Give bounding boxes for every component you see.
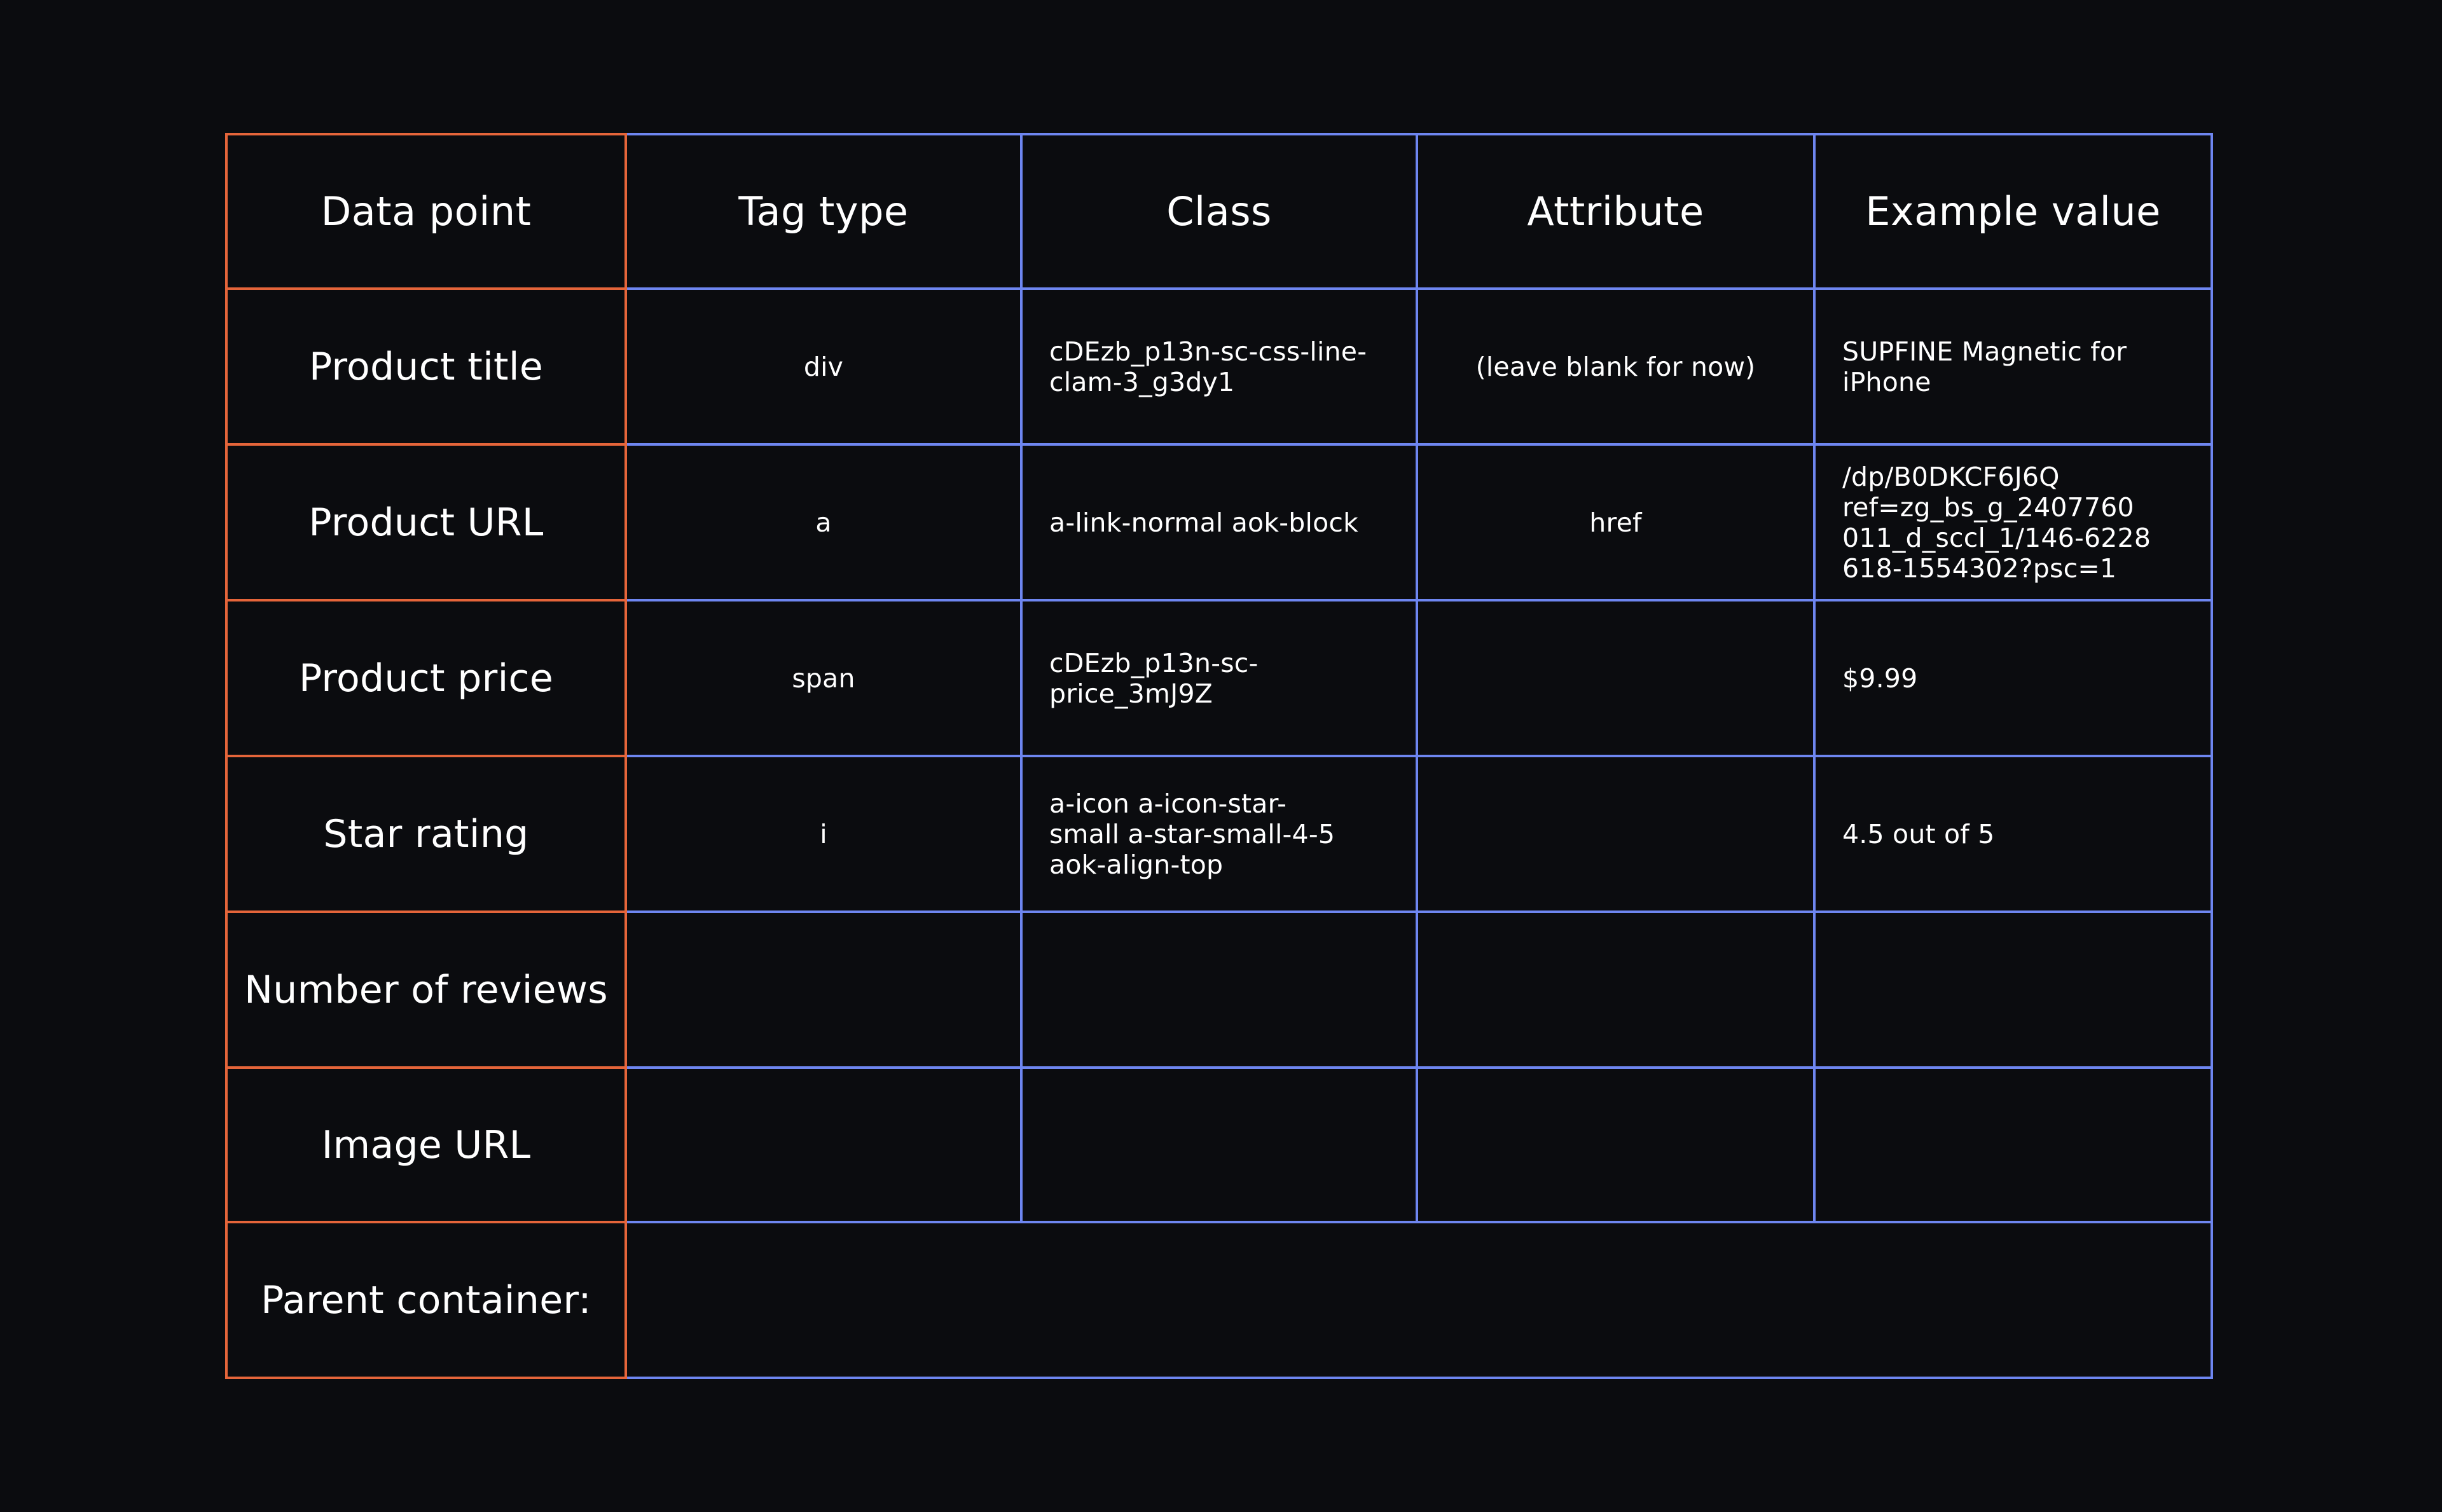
cell-attribute: href — [1589, 507, 1642, 538]
cell-class: cDEzb_p13n-sc- price_3mJ9Z — [1049, 647, 1259, 709]
header-example-value: Example value — [1865, 188, 2161, 235]
header-tag-type: Tag type — [738, 188, 909, 235]
grid-line-orange — [225, 1377, 627, 1379]
cell-attribute — [1418, 757, 1813, 911]
cell-attribute: (leave blank for now) — [1475, 351, 1756, 382]
row-label-product-title: Product title — [308, 344, 544, 389]
cell-attribute — [1418, 1069, 1813, 1221]
row-label-number-of-reviews: Number of reviews — [244, 967, 608, 1012]
cell-example-value: /dp/B0DKCF6J6Q ref=zg_bs_g_2407760 011_d_sccl_1/146-6228 618-1554302?psc=1 — [1842, 461, 2151, 584]
header-attribute: Attribute — [1527, 188, 1704, 235]
cell-class: cDEzb_p13n-sc-css-line- clam-3_g3dy1 — [1049, 336, 1367, 397]
cell-tag-type: div — [803, 351, 844, 382]
row-label-star-rating: Star rating — [323, 811, 529, 856]
cell-example-value: SUPFINE Magnetic for iPhone — [1842, 336, 2127, 397]
cell-class — [1023, 913, 1416, 1066]
row-label-product-url: Product URL — [308, 500, 544, 545]
parent-container-cell — [627, 1223, 2211, 1377]
cell-tag-type: a — [815, 507, 832, 538]
cell-tag-type — [627, 913, 1020, 1066]
header-class: Class — [1166, 188, 1272, 235]
cell-class: a-icon a-icon-star- small a-star-small-4-5 aok-align-top — [1049, 788, 1335, 880]
cell-example-value — [1816, 1069, 2211, 1221]
cell-example-value: 4.5 out of 5 — [1842, 818, 1995, 849]
cell-example-value — [1816, 913, 2211, 1066]
cell-example-value: $9.99 — [1842, 663, 1918, 694]
grid-line — [624, 1377, 2213, 1379]
header-data-point: Data point — [321, 188, 532, 235]
cell-tag-type: i — [820, 818, 827, 849]
cell-tag-type — [627, 1069, 1020, 1221]
cell-class: a-link-normal aok-block — [1049, 507, 1359, 538]
cell-attribute — [1418, 601, 1813, 755]
cell-tag-type: span — [792, 663, 855, 694]
cell-attribute — [1418, 913, 1813, 1066]
cell-class — [1023, 1069, 1416, 1221]
row-label-product-price: Product price — [298, 656, 554, 701]
row-label-parent-container: Parent container: — [261, 1277, 591, 1323]
row-label-image-url: Image URL — [321, 1122, 531, 1167]
scraping-table — [225, 133, 2216, 1379]
